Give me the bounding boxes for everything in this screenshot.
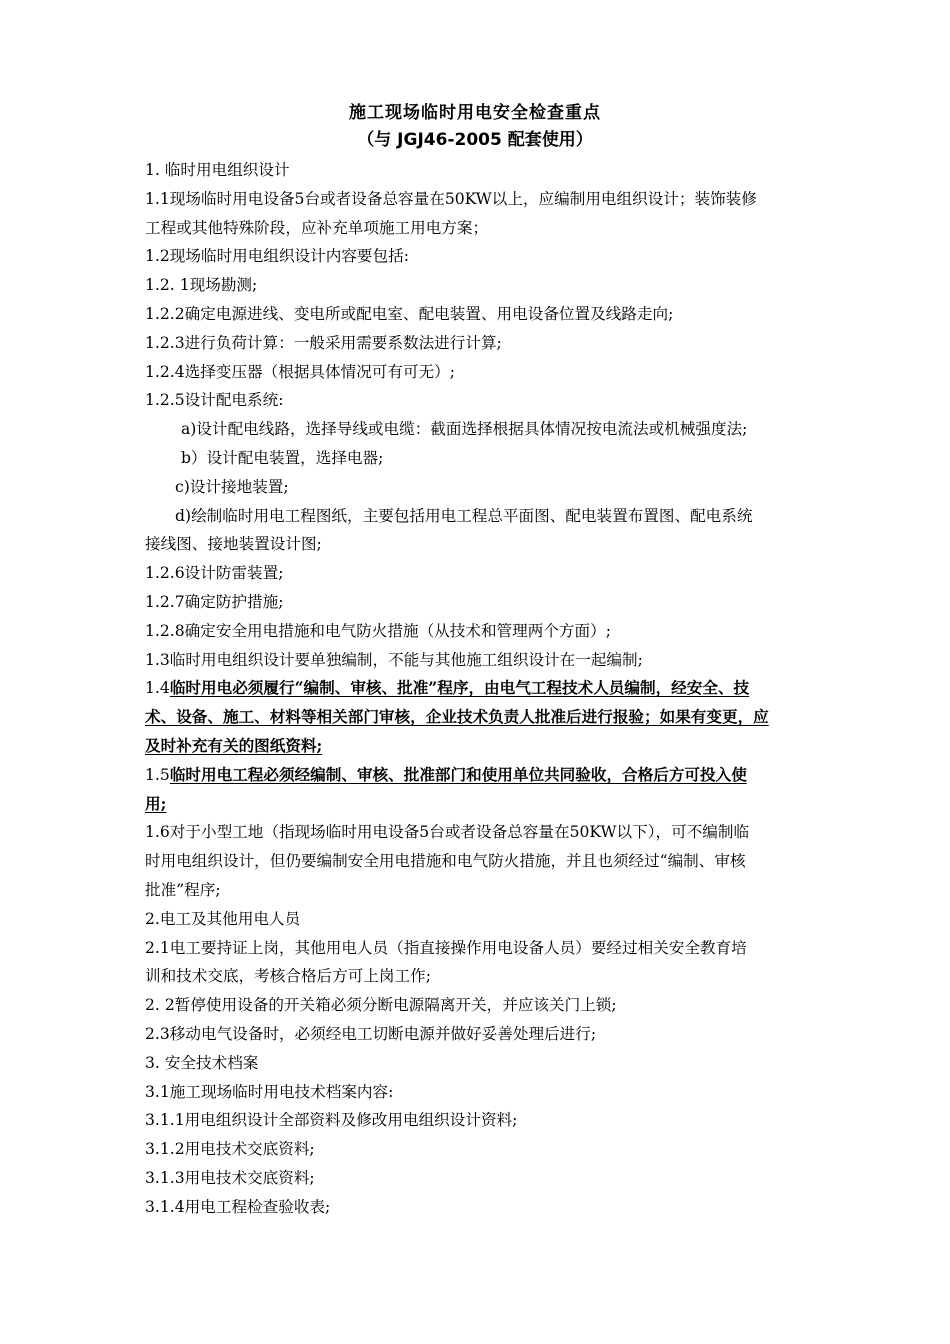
text-line [145,300,880,329]
line-text: 3.1.3用电技术交底资料; [145,1168,315,1187]
text-line [145,415,880,444]
line-text: 3.1.2用电技术交底资料; [145,1140,315,1159]
text-line [145,790,880,819]
text-line [145,962,880,991]
text-line [145,646,880,675]
line-text: 2. 2暂停使用设备的开关箱必须分断电源隔离开关，并应该关门上锁; [145,996,617,1015]
document-body [145,156,880,1221]
line-text: 1.2.4选择变压器（根据具体情况可有可无）; [145,362,456,381]
text-line [145,1106,880,1135]
line-text: 1.5 [145,765,170,784]
text-line [145,761,880,790]
line-text: 1. 临时用电组织设计 [145,161,290,179]
line-text: 1.2.6设计防雷装置; [145,564,284,583]
line-text: 1.2.8确定安全用电措施和电气防火措施（从技术和管理两个方面）; [145,621,611,640]
emphasized-text: 及时补充有关的图纸资料; [145,735,323,755]
text-line [145,242,880,271]
text-line [145,905,880,934]
text-line [145,674,880,703]
line-text: d)绘制临时用电工程图纸，主要包括用电工程总平面图、配电装置布置图、配电系统 [175,506,753,525]
text-line [145,732,880,761]
line-text: 接线图、接地装置设计图; [145,535,322,554]
text-line [145,185,880,214]
text-line [145,876,880,905]
line-text: 3. 安全技术档案 [145,1053,259,1072]
text-line [145,530,880,559]
emphasized-text: 临时用电工程必须经编制、审核、批准部门和使用单位共同验收，合格后方可投入使 [169,764,747,784]
text-line [145,818,880,847]
text-line [145,1135,880,1164]
line-text: 1.4 [145,679,170,698]
document-subtitle: （与 JGJ46-2005 配套使用） [357,130,593,150]
line-text: 1.2.2确定电源进线、变电所或配电室、配电装置、用电设备位置及线路走向; [145,304,674,323]
line-text: 1.3临时用电组织设计要单独编制，不能与其他施工组织设计在一起编制; [145,650,643,669]
line-text: 1.2现场临时用电组织设计内容要包括: [145,247,409,266]
line-text: 批准”程序; [145,880,221,899]
text-line [145,329,880,358]
emphasized-text: 临时用电必须履行“编制、审核、批准”程序，由电气工程技术人员编制，经安全、技 [169,678,750,698]
text-line [145,1049,880,1078]
emphasized-text: 用; [145,793,167,813]
text-line [145,991,880,1020]
line-text: 训和技术交底，考核合格后方可上岗工作; [145,967,431,986]
text-line [145,1164,880,1193]
text-line [145,473,880,502]
text-line [145,934,880,963]
text-line [145,386,880,415]
line-text: b）设计配电装置，选择电器; [181,448,384,467]
text-line [145,617,880,646]
line-text: 时用电组织设计，但仍要编制安全用电措施和电气防火措施，并且也须经过“编制、审核 [145,852,746,871]
text-line [145,1193,880,1222]
line-text: 1.2.7确定防护措施; [145,592,284,611]
text-line [145,156,880,185]
text-line [145,214,880,243]
text-line [145,444,880,473]
emphasized-text: 术、设备、施工、材料等相关部门审核，企业技术负责人批准后进行报验；如果有变更，应 [145,707,769,727]
text-line [145,559,880,588]
line-text: c)设计接地装置; [175,477,289,496]
text-line [145,502,880,531]
line-text: 2.1电工要持证上岗，其他用电人员（指直接操作用电设备人员）要经过相关安全教育培 [145,938,747,957]
line-text: 3.1.1用电组织设计全部资料及修改用电组织设计资料; [145,1111,518,1130]
document-title: 施工现场临时用电安全检查重点 [349,103,601,123]
text-line [145,1020,880,1049]
text-line [145,271,880,300]
line-text: 3.1施工现场临时用电技术档案内容: [145,1082,394,1101]
line-text: 1.2.3进行负荷计算：一般采用需要系数法进行计算; [145,333,502,352]
text-line [145,358,880,387]
line-text: a)设计配电线路，选择导线或电缆：截面选择根据具体情况按电流法或机械强度法; [181,420,748,439]
line-text: 1.6对于小型工地（指现场临时用电设备5台或者设备总容量在50KW以下），可不编制临 [145,823,750,842]
text-line [145,847,880,876]
line-text: 2.电工及其他用电人员 [145,909,301,928]
text-line [145,703,880,732]
text-line [145,588,880,617]
line-text: 3.1.4用电工程检查验收表; [145,1197,331,1216]
text-line [145,1078,880,1107]
line-text: 1.2. 1现场勘测; [145,276,258,295]
line-text: 1.1现场临时用电设备5台或者设备总容量在50KW以上，应编制用电组织设计；装饰装修 [145,189,757,208]
line-text: 1.2.5设计配电系统: [145,391,284,410]
line-text: 工程或其他特殊阶段，应补充单项施工用电方案； [145,218,489,237]
line-text: 2.3移动电气设备时，必须经电工切断电源并做好妥善处理后进行; [145,1024,597,1043]
